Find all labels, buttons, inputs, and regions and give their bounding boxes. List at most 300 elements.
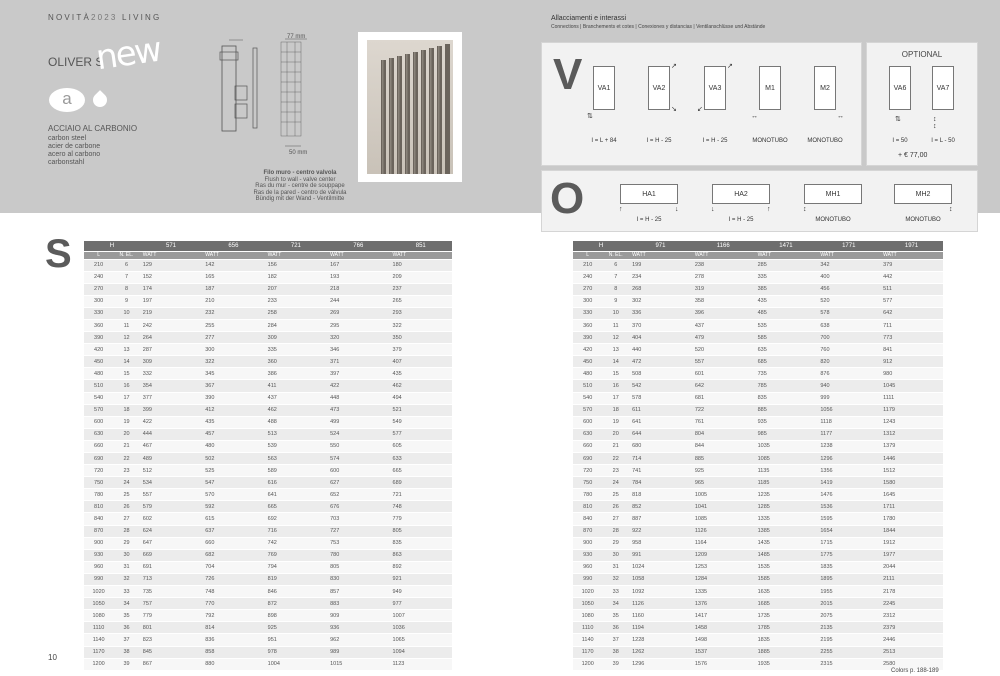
watt-cell: 1385 [755,525,779,537]
watt-cell: 985 [755,428,779,440]
spacer-cell [289,537,328,549]
elements-cell: 35 [113,610,140,622]
spacer-cell [164,573,203,585]
watt-cell: 1977 [880,549,904,561]
spacer-cell [413,404,452,416]
length-cell: 330 [84,307,113,319]
spacer-cell [716,501,755,513]
watt-cell: 233 [265,295,289,307]
brand-line [48,13,161,22]
watt-cell: 1123 [390,658,414,670]
elements-cell: 16 [113,380,140,392]
spacer-cell [653,477,692,489]
optional-panel [866,42,978,166]
watt-cell: 1015 [327,658,351,670]
watt-cell: 1004 [265,658,289,670]
spacer-cell [351,537,390,549]
connection-caption: I = L - 50 [931,138,955,144]
spacer-cell [226,622,265,634]
watt-cell: 2255 [817,646,841,658]
spacer-cell [653,404,692,416]
watt-cell: 1685 [755,598,779,610]
watt-cell: 370 [629,319,653,331]
watt-cell: 199 [629,259,653,271]
watt-cell: 805 [327,561,351,573]
watt-cell: 1065 [390,634,414,646]
arrow-icon: ↑ [767,206,771,213]
length-cell: 1020 [84,586,113,598]
collection-label: LIVING [122,13,162,22]
spacer-cell [841,271,880,283]
watt-cell: 682 [202,549,226,561]
elements-cell: 12 [113,332,140,344]
table-row [573,404,943,416]
watt-cell: 488 [265,416,289,428]
elements-cell: 38 [113,646,140,658]
spacer-cell [904,404,943,416]
length-cell: 870 [573,525,602,537]
spacer-cell [164,525,203,537]
spacer-cell [289,634,328,646]
spacer-cell [716,573,755,585]
watt-cell: 936 [327,622,351,634]
connection-caption: I = H - 25 [636,217,662,223]
spacer-cell [904,453,943,465]
watt-cell: 760 [817,344,841,356]
watt-cell: 1835 [817,561,841,573]
watt-cell: 550 [327,440,351,452]
spacer-cell [289,428,328,440]
spacer-cell [653,622,692,634]
spacer-cell [779,586,818,598]
elements-cell: 25 [602,489,629,501]
table-row [84,271,452,283]
watt-cell: 379 [390,344,414,356]
spacer-cell [164,489,203,501]
spacer-cell [653,344,692,356]
spacer-cell [904,525,943,537]
watt-cell: 284 [265,319,289,331]
watt-cell: 887 [629,513,653,525]
spacer-cell [716,404,755,416]
elements-cell: 34 [113,598,140,610]
watt-cell: 156 [265,259,289,271]
spacer-cell [779,283,818,295]
watt-cell: 780 [327,549,351,561]
table-row [84,416,452,428]
spacer-cell [351,465,390,477]
elements-cell: 25 [113,489,140,501]
watt-cell: 794 [265,561,289,573]
connection-code: MH1 [825,191,841,198]
spacer-cell [841,344,880,356]
spacer-cell [841,465,880,477]
watt-cell: 242 [140,319,164,331]
table-row [573,610,943,622]
watt-cell: 167 [327,259,351,271]
spacer-cell [289,646,328,658]
watt-cell: 589 [265,465,289,477]
spacer-cell [904,259,943,271]
watt-cell: 346 [327,344,351,356]
spacer-cell [413,525,452,537]
spacer-cell [413,658,452,670]
spacer-cell [653,356,692,368]
watt-cell: 577 [880,295,904,307]
watt-cell: 999 [817,392,841,404]
spacer-cell [716,646,755,658]
spacer-cell [289,319,328,331]
elements-cell: 33 [602,586,629,598]
spacer-cell [413,307,452,319]
table-row [84,573,452,585]
connection-box [648,66,670,110]
watt-cell: 268 [629,283,653,295]
technical-drawing [215,38,315,163]
spacer-cell [716,271,755,283]
length-cell: 540 [84,392,113,404]
spacer-cell [841,380,880,392]
watt-cell: 309 [140,356,164,368]
elements-cell: 22 [602,453,629,465]
table-row [573,453,943,465]
watt-cell: 735 [755,368,779,380]
watt-cell: 642 [880,307,904,319]
spacer-cell [653,489,692,501]
watt-cell: 542 [629,380,653,392]
elements-cell: 7 [113,271,140,283]
watt-cell: 2315 [817,658,841,670]
spacer-cell [164,561,203,573]
length-cell: 330 [573,307,602,319]
table-header-row [84,241,452,251]
elements-cell: 32 [113,573,140,585]
spacer-cell [841,416,880,428]
table-row [84,622,452,634]
watt-cell: 692 [265,513,289,525]
spacer-cell [653,271,692,283]
spacer-cell [226,573,265,585]
spacer-cell [716,307,755,319]
watt-cell: 1537 [692,646,716,658]
spacer-cell [904,561,943,573]
spacer-cell [779,295,818,307]
elements-cell: 29 [602,537,629,549]
radiator-image [367,40,453,174]
watt-cell: 885 [755,404,779,416]
height-column-header: 1166 [692,241,755,251]
spacer-cell [841,453,880,465]
watt-cell: 991 [629,549,653,561]
elements-cell: 28 [602,525,629,537]
spacer-cell [164,453,203,465]
watt-cell: 570 [202,489,226,501]
watt-cell: 1126 [692,525,716,537]
table-row [573,658,943,670]
spacer-cell [413,489,452,501]
watt-cell: 912 [880,356,904,368]
elements-cell: 21 [602,440,629,452]
watt-cell: 727 [327,525,351,537]
table-row [84,610,452,622]
spacer-cell [779,489,818,501]
spacer-cell [779,622,818,634]
note-line: Ras du mur - centre de souppape [255,183,345,189]
watt-cell: 1711 [880,501,904,513]
series-letter: S [45,232,72,276]
length-cell: 570 [84,404,113,416]
watt-cell: 962 [327,634,351,646]
connection-code: VA7 [936,85,950,92]
watt-cell: 925 [265,622,289,634]
elements-cell: 6 [602,259,629,271]
spacer-cell [289,477,328,489]
elements-cell: 8 [113,283,140,295]
connection-caption: I = H - 25 [728,217,754,223]
watt-cell: 711 [880,319,904,331]
watt-cell: 779 [390,513,414,525]
length-cell: 900 [573,537,602,549]
note-line: Bündig mit der Wand - Ventilmitte [255,196,345,202]
spacer-cell [841,561,880,573]
spacer-cell [841,586,880,598]
watt-cell: 585 [755,332,779,344]
spacer-cell [351,428,390,440]
elements-cell: 34 [602,598,629,610]
spacer-cell [779,513,818,525]
spacer-cell [226,477,265,489]
watt-cell: 278 [692,271,716,283]
watt-cell: 691 [140,561,164,573]
watt-cell: 685 [755,356,779,368]
spacer-cell [164,380,203,392]
spacer-cell [413,259,452,271]
watt-cell: 1595 [817,513,841,525]
spacer-cell [841,513,880,525]
spacer-cell [716,561,755,573]
watt-cell: 779 [140,610,164,622]
spacer-cell [716,368,755,380]
table-row [573,344,943,356]
watt-cell: 681 [692,392,716,404]
watt-cell: 1536 [817,501,841,513]
table-row [573,416,943,428]
model-name: OLIVER S [48,55,104,69]
spacer-cell [351,392,390,404]
watt-cell: 909 [327,610,351,622]
arrow-icon: ↗ [671,63,677,70]
watt-cell: 2513 [880,646,904,658]
spacer-cell [164,344,203,356]
spacer-cell [413,392,452,404]
spacer-cell [653,332,692,344]
spacer-cell [289,344,328,356]
watt-cell: 819 [265,573,289,585]
table-row [573,634,943,646]
spacer-cell [226,489,265,501]
watt-cell: 1376 [692,598,716,610]
spacer-cell [904,586,943,598]
spacer-cell [226,416,265,428]
watt-cell: 1735 [755,610,779,622]
connection-box [804,184,862,204]
elements-cell: 28 [113,525,140,537]
watt-cell: 637 [202,525,226,537]
spacer-cell [289,501,328,513]
watt-cell: 390 [202,392,226,404]
arrow-icon: ↓ [711,206,715,213]
connection-box [814,66,836,110]
spacer-cell [904,332,943,344]
length-cell: 930 [573,549,602,561]
length-cell: 1110 [84,622,113,634]
watt-cell: 716 [265,525,289,537]
spacer-cell [653,307,692,319]
spacer-cell [413,477,452,489]
watt-cell: 499 [327,416,351,428]
watt-cell: 892 [390,561,414,573]
watt-cell: 193 [327,271,351,283]
watt-cell: 635 [755,344,779,356]
spacer-cell [841,573,880,585]
elements-cell: 31 [602,561,629,573]
spacer-cell [351,368,390,380]
watt-table-left [84,241,452,671]
table-row [573,259,943,271]
watt-cell: 579 [140,501,164,513]
length-cell: 1080 [84,610,113,622]
watt-cell: 265 [390,295,414,307]
watt-cell: 2075 [817,610,841,622]
spacer-cell [351,332,390,344]
watt-cell: 1715 [817,537,841,549]
spacer-cell [164,586,203,598]
table-row [573,295,943,307]
table-row [84,477,452,489]
spacer-cell [779,610,818,622]
elements-cell: 31 [113,561,140,573]
height-column-header: 971 [629,241,692,251]
connection-caption: I = H - 25 [646,138,672,144]
table-row [84,295,452,307]
arrow-icon: ⇅ [587,113,593,120]
watt-cell: 867 [140,658,164,670]
watt-cell: 435 [202,416,226,428]
table-row [573,356,943,368]
watt-cell: 302 [629,295,653,307]
height-header: H [573,241,629,251]
spacer-cell [841,440,880,452]
watt-cell: 1844 [880,525,904,537]
watt-cell: 411 [265,380,289,392]
spacer-cell [716,525,755,537]
length-cell: 240 [573,271,602,283]
spacer-cell [164,428,203,440]
watt-cell: 350 [390,332,414,344]
watt-cell: 578 [817,307,841,319]
length-cell: 420 [573,344,602,356]
length-cell: 1140 [573,634,602,646]
length-cell: 270 [573,283,602,295]
watt-cell: 647 [140,537,164,549]
spacer-cell [351,646,390,658]
connection-box [704,66,726,110]
watt-cell: 785 [755,380,779,392]
watt-cell: 922 [629,525,653,537]
table-row [573,622,943,634]
spacer-cell [779,646,818,658]
connection-code: M1 [765,85,775,92]
spacer-cell [164,295,203,307]
table-row [573,332,943,344]
watt-cell: 1576 [692,658,716,670]
spacer-cell [779,477,818,489]
watt-cell: 549 [390,416,414,428]
spacer-cell [413,380,452,392]
watt-cell: 1379 [880,440,904,452]
spacer-cell [841,477,880,489]
watt-cell: 949 [390,586,414,598]
watt-cell: 489 [140,453,164,465]
spacer-cell [351,271,390,283]
spacer-cell [289,622,328,634]
spacer-cell [653,586,692,598]
horizontal-letter: O [550,174,585,223]
table-row [573,428,943,440]
spacer-cell [164,283,203,295]
table-header-row [573,241,943,251]
table-row [84,598,452,610]
watt-cell: 521 [390,404,414,416]
spacer-cell [226,646,265,658]
connection-code: HA2 [734,191,748,198]
length-cell: 990 [84,573,113,585]
watt-cell: 830 [327,573,351,585]
watt-cell: 182 [265,271,289,283]
spacer-cell [841,283,880,295]
spacer-cell [653,392,692,404]
spacer-cell [904,283,943,295]
elements-cell: 18 [113,404,140,416]
elements-cell: 13 [113,344,140,356]
spacer-cell [779,573,818,585]
height-column-header: 656 [202,241,264,251]
spacer-cell [289,307,328,319]
table-row [573,537,943,549]
spacer-cell [226,259,265,271]
table-row [84,344,452,356]
spacer-cell [164,319,203,331]
elements-cell: 9 [602,295,629,307]
length-header: L [84,251,113,259]
table-subheader-row [573,251,943,259]
spacer-cell [164,537,203,549]
table-row [573,465,943,477]
spacer-cell [653,513,692,525]
watt-cell: 669 [140,549,164,561]
spacer-cell [351,307,390,319]
watt-cell: 1005 [692,489,716,501]
spacer-cell [904,380,943,392]
table-row [84,561,452,573]
spacer-cell [413,573,452,585]
watt-cell: 396 [692,307,716,319]
spacer-cell [289,586,328,598]
watt-cell: 2446 [880,634,904,646]
spacer-cell [351,525,390,537]
spacer-cell [413,453,452,465]
length-cell: 750 [84,477,113,489]
